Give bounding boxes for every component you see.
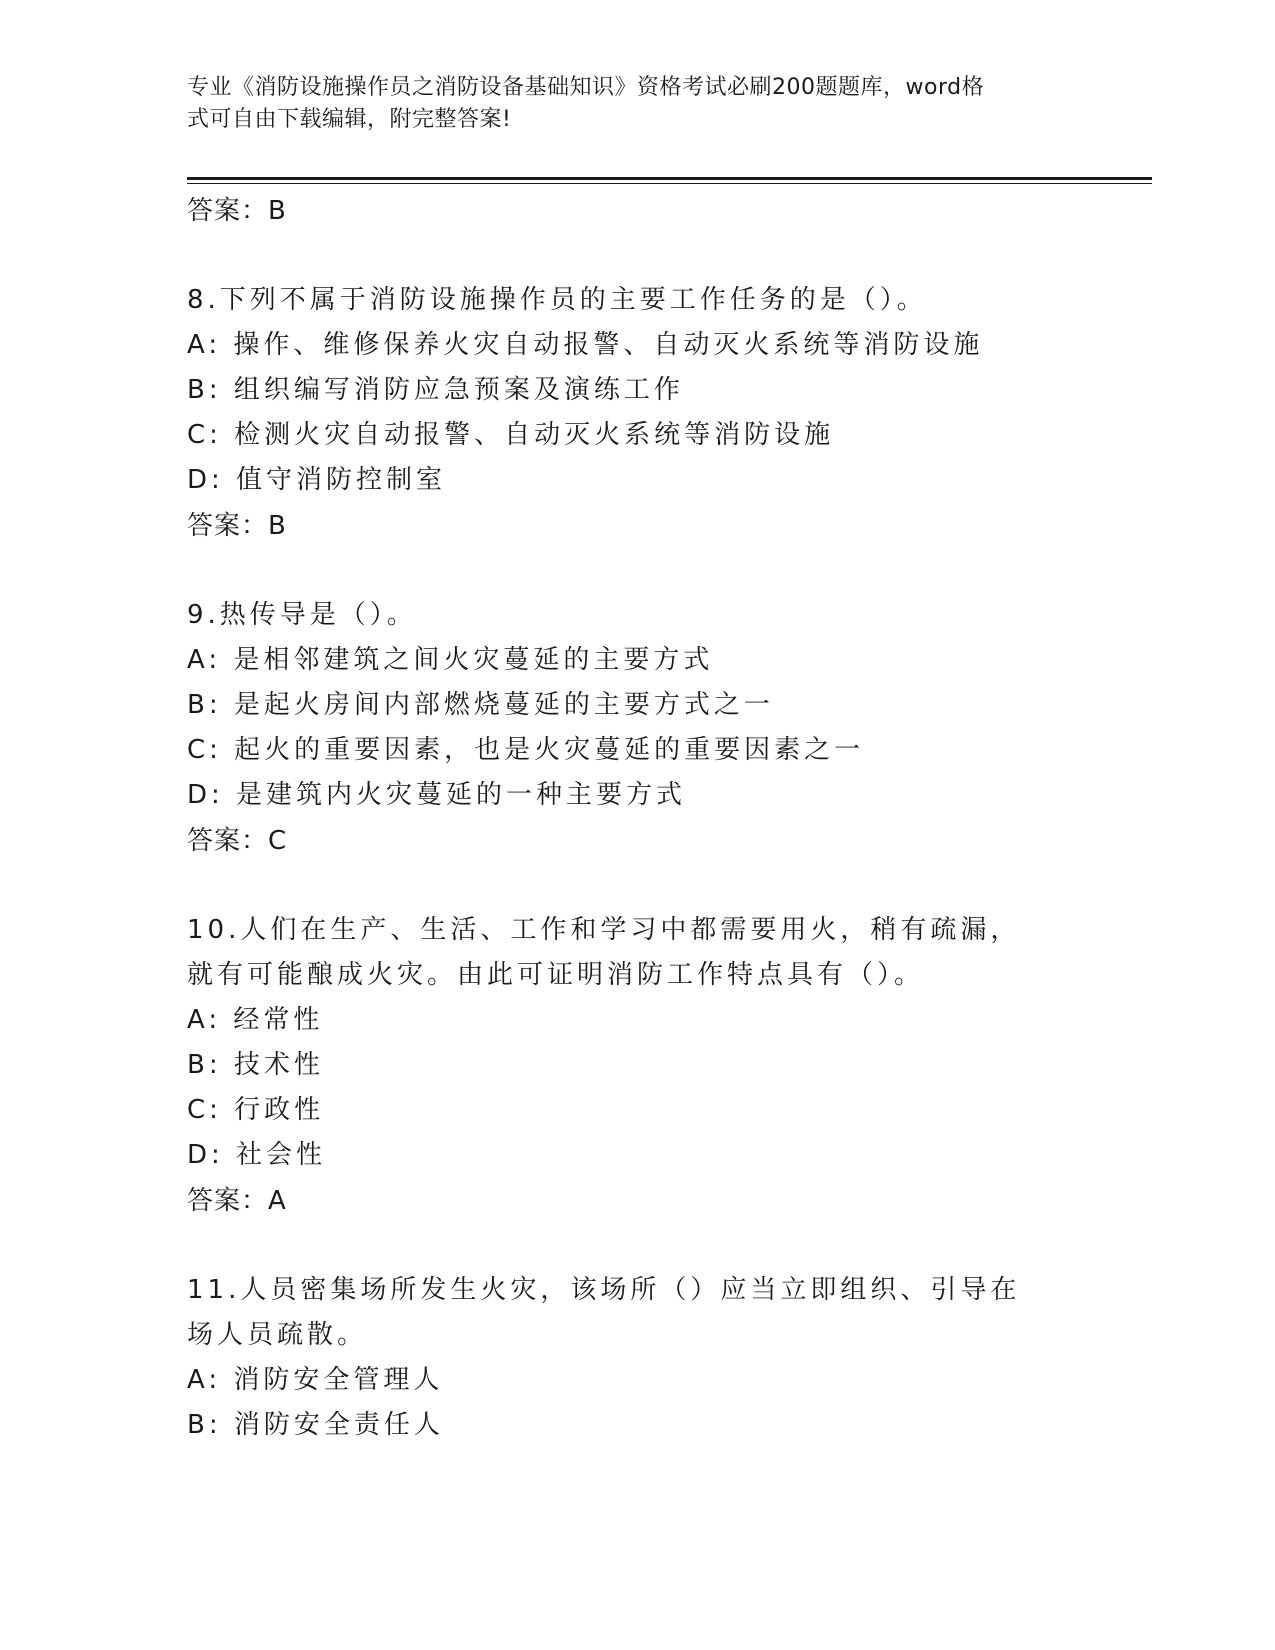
header-line-1: 专业《消防设施操作员之消防设备基础知识》资格考试必刷200题题库，word格	[187, 75, 985, 100]
answer-line: 答案：A	[187, 1186, 287, 1216]
question-item	[187, 1268, 1087, 1448]
answer-line: 答案：C	[187, 826, 288, 856]
option-a: A: 操作、维修保养火灾自动报警、自动灭火系统等消防设施	[187, 330, 984, 360]
option-c: C: 起火的重要因素，也是火灾蔓延的重要因素之一	[187, 735, 865, 765]
question-text: 9.热传导是（）。	[187, 600, 417, 630]
option-d: D: 是建筑内火灾蔓延的一种主要方式	[187, 780, 687, 810]
answer-line: 答案：B	[187, 511, 287, 541]
option-c: C: 行政性	[187, 1095, 325, 1125]
option-b: B: 是起火房间内部燃烧蔓延的主要方式之一	[187, 690, 774, 720]
question-item	[187, 593, 1087, 864]
document-header	[187, 72, 1067, 136]
option-b: B: 消防安全责任人	[187, 1410, 444, 1440]
option-d: D: 社会性	[187, 1140, 327, 1170]
answer-line: 答案：B	[187, 196, 287, 226]
option-b: B: 技术性	[187, 1050, 324, 1080]
question-text: 10.人们在生产、生活、工作和学习中都需要用火，稍有疏漏，就有可能酿成火灾。由此可证明消防工作特点具有（）。	[187, 915, 1021, 990]
question-text: 8.下列不属于消防设施操作员的主要工作任务的是（）。	[187, 285, 927, 315]
option-a: A: 消防安全管理人	[187, 1365, 444, 1395]
option-a: A: 经常性	[187, 1005, 324, 1035]
question-text: 11.人员密集场所发生火灾，该场所（）应当立即组织、引导在场人员疏散。	[187, 1275, 1021, 1350]
question-list	[187, 188, 1087, 1448]
question-item	[187, 278, 1087, 549]
header-divider	[187, 177, 1152, 180]
question-item	[187, 908, 1087, 1224]
option-d: D: 值守消防控制室	[187, 465, 447, 495]
header-line-2: 式可自由下载编辑，附完整答案!	[187, 107, 512, 132]
option-b: B: 组织编写消防应急预案及演练工作	[187, 375, 684, 405]
option-c: C: 检测火灾自动报警、自动灭火系统等消防设施	[187, 420, 835, 450]
header-divider-thin	[187, 183, 1152, 184]
option-a: A: 是相邻建筑之间火灾蔓延的主要方式	[187, 645, 714, 675]
